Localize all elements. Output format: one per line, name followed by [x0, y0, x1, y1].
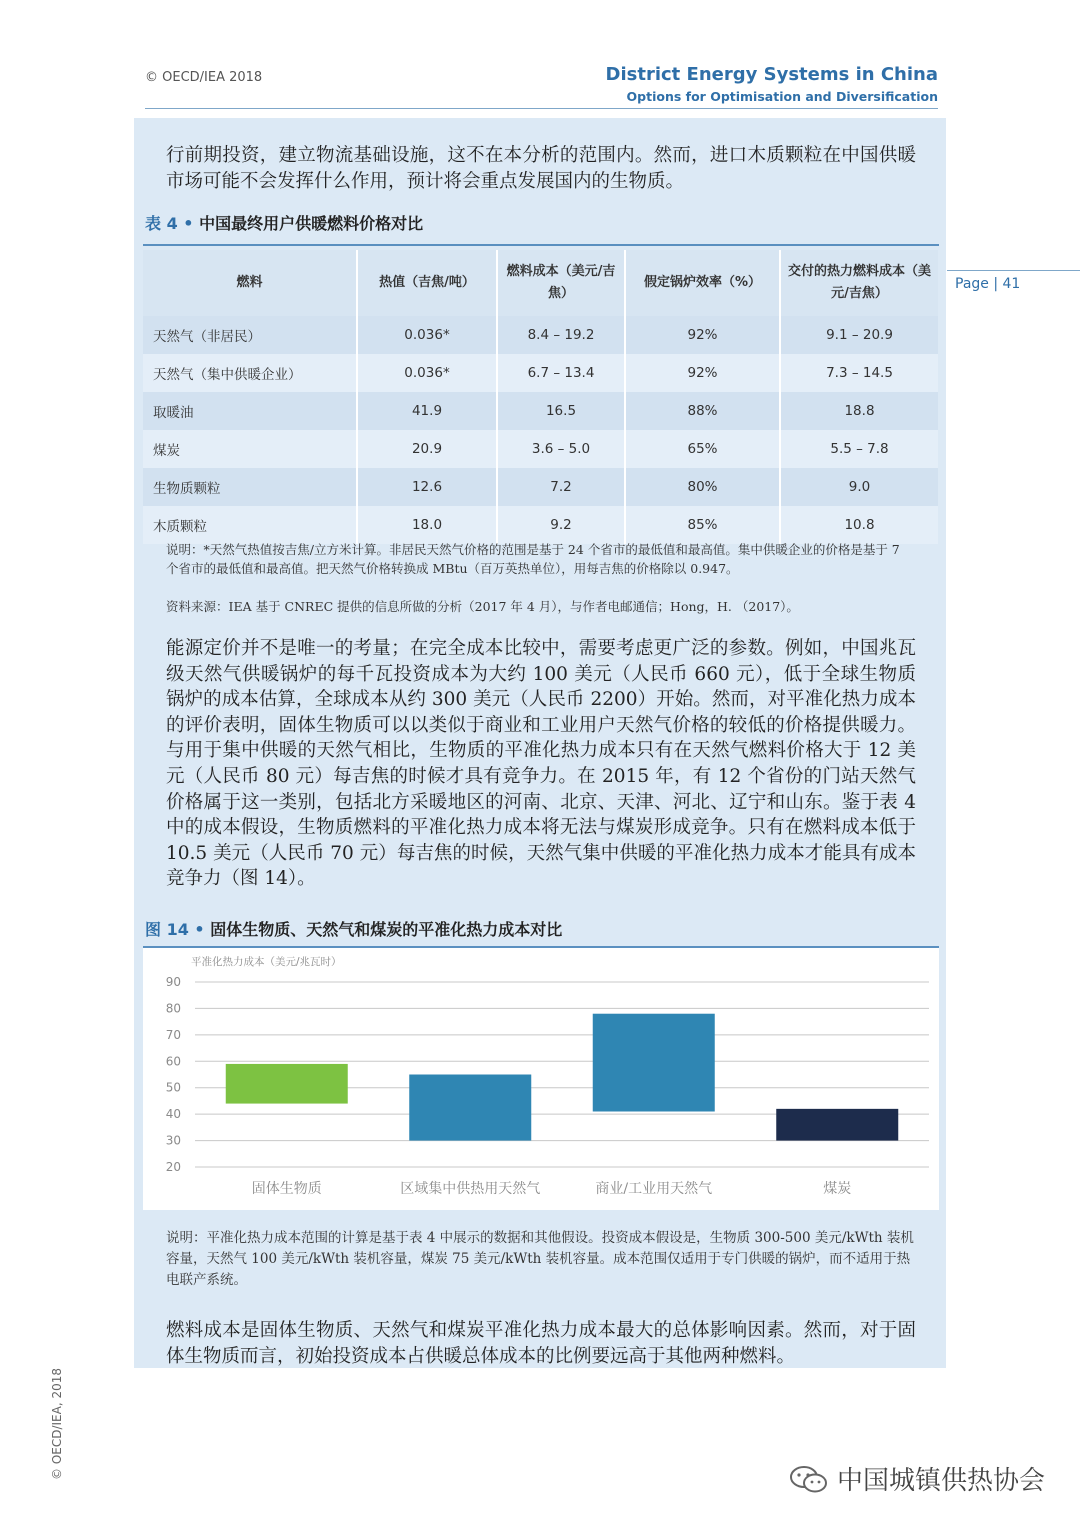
header-cell: 假定锅炉效率（%） — [625, 250, 780, 316]
watermark — [789, 1460, 1045, 1497]
y-tick-label: 80 — [165, 1001, 181, 1016]
figure-caption — [145, 917, 562, 940]
x-category-label: 商业/工业用天然气 — [595, 1181, 713, 1197]
cell: 92% — [625, 316, 780, 354]
paragraph-main: 能源定价并不是唯一的考量；在完全成本比较中，需要考虑更广泛的参数。例如，中国兆瓦级天然气供暖锅炉的每千瓦投资成本为大约 100 美元（人民币 660 元），低于全球生物质锅炉的成本估算，全球成本从约 300 美元（人民币 2200）开始。然而，对平准化热力成本的评价表明，固体生物质可以以类似于商业和工业用户天然气价格的较低的价格提供暖力。与用于集中供暖的天然气相比，生物质的平准化热力成本只有在天然气燃料价格大于 12 美元（人民币 80 元）每吉焦的时候才具有竞争力。在 2015 年，有 12 个省份的门站天然气价格属于这一类别，包括北方采暖地区的河南、北京、天津、河北、辽宁和山东。鉴于表 4 中的成本假设，生物质燃料的平准化热力成本将无法与煤炭形成竞争。只有在燃料成本低于 10.5 美元（人民币 70 元）每吉焦的时候，天然气集中供暖的平准化热力成本才能具有成本竞争力（图 14）。 — [166, 638, 916, 890]
bar-range — [409, 1075, 531, 1141]
table-row — [143, 430, 938, 468]
table-source: 资料来源：IEA 基于 CNREC 提供的信息所做的分析（2017 年 4 月），与作者电邮通信；Hong，H. （2017）。 — [166, 599, 799, 614]
cell: 80% — [625, 468, 780, 506]
cell: 65% — [625, 430, 780, 468]
header-divider — [145, 108, 938, 109]
cell: 20.9 — [357, 430, 497, 468]
side-copyright: © OECD/IEA, 2018 — [50, 1367, 64, 1480]
figure-number: 图 14 • — [145, 920, 205, 939]
y-tick-label: 70 — [165, 1027, 181, 1042]
header-cell: 燃料 — [143, 250, 357, 316]
bar-range — [226, 1064, 348, 1104]
table-row — [143, 316, 938, 354]
cell: 0.036* — [357, 316, 497, 354]
cell-fuel: 天然气（集中供暖企业） — [143, 354, 357, 392]
cell: 5.5 – 7.8 — [780, 430, 938, 468]
cell: 16.5 — [497, 392, 625, 430]
cell: 6.7 – 13.4 — [497, 354, 625, 392]
table-row — [143, 354, 938, 392]
table-row — [143, 468, 938, 506]
cell: 12.6 — [357, 468, 497, 506]
cell: 9.2 — [497, 506, 625, 544]
table-number: 表 4 • — [145, 214, 194, 233]
header-cell: 交付的热力燃料成本（美元/吉焦） — [780, 250, 938, 316]
fuel-price-table — [143, 250, 938, 544]
header-title-block — [606, 64, 938, 104]
y-tick-label: 60 — [165, 1054, 181, 1069]
header-copyright: © OECD/IEA 2018 — [145, 70, 263, 85]
table-caption — [145, 211, 423, 234]
cell: 3.6 – 5.0 — [497, 430, 625, 468]
cell: 8.4 – 19.2 — [497, 316, 625, 354]
page-marker-divider — [947, 270, 1080, 271]
y-tick-label: 30 — [165, 1133, 181, 1148]
table-note: 说明：*天然气热值按吉焦/立方米计算。非居民天然气价格的范围是基于 24 个省市的最低值和最高值。集中供暖企业的价格是基于 7 个省市的最低值和最高值。把天然气价格转换成 MBtu（百万英热单位），用每吉焦的价格除以 0.947。 — [166, 542, 900, 576]
table-row — [143, 392, 938, 430]
y-tick-label: 20 — [165, 1160, 181, 1174]
table-title: 中国最终用户供暖燃料价格对比 — [199, 214, 424, 233]
header-title: District Energy Systems in China — [605, 64, 938, 85]
table-header-row — [143, 250, 938, 316]
cell: 7.3 – 14.5 — [780, 354, 938, 392]
x-category-label: 区域集中供热用天然气 — [400, 1181, 541, 1197]
cell: 88% — [625, 392, 780, 430]
y-tick-label: 90 — [165, 975, 181, 989]
cell: 7.2 — [497, 468, 625, 506]
x-category-label: 固体生物质 — [251, 1181, 322, 1197]
lhc-chart — [143, 948, 939, 1210]
table-divider — [143, 244, 939, 246]
chart-xlabels — [252, 1180, 852, 1197]
bar-range — [776, 1109, 898, 1141]
header-cell: 热值（吉焦/吨） — [357, 250, 497, 316]
chart-bars — [226, 1014, 899, 1141]
figure-note: 说明：平准化热力成本范围的计算是基于表 4 中展示的数据和其他假设。投资成本假设是，生物质 300-500 美元/kWth 装机容量，天然气 100 美元/kWth 装机容量，煤炭 75 美元/kWth 装机容量。成本范围仅适用于专门供暖的锅炉，而不适用于热电联产系统。 — [166, 1230, 914, 1288]
cell: 18.0 — [357, 506, 497, 544]
cell: 10.8 — [780, 506, 938, 544]
cell-fuel: 取暖油 — [143, 392, 357, 430]
header-subtitle: Options for Optimisation and Diversification — [626, 89, 938, 104]
cell: 85% — [625, 506, 780, 544]
wechat-icon — [789, 1464, 829, 1494]
cell: 0.036* — [357, 354, 497, 392]
watermark-text: 中国城镇供热协会 — [836, 1466, 1045, 1496]
bar-range — [593, 1014, 715, 1112]
cell-fuel: 煤炭 — [143, 430, 357, 468]
page-number: Page | 41 — [955, 276, 1021, 292]
table-row — [143, 506, 938, 544]
y-tick-label: 50 — [165, 1080, 181, 1095]
cell-fuel: 天然气（非居民） — [143, 316, 357, 354]
cell-fuel: 木质颗粒 — [143, 506, 357, 544]
y-tick-label: 40 — [165, 1107, 181, 1122]
chart-ylabel: 平准化热力成本（美元/兆瓦时） — [191, 956, 342, 968]
paragraph-closing: 燃料成本是固体生物质、天然气和煤炭平准化热力成本最大的总体影响因素。然而，对于固体生物质而言，初始投资成本占供暖总体成本的比例要远高于其他两种燃料。 — [166, 1320, 916, 1367]
paragraph-intro: 行前期投资，建立物流基础设施，这不在本分析的范围内。然而，进口木质颗粒在中国供暖市场可能不会发挥什么作用，预计将会重点发展国内的生物质。 — [166, 145, 916, 192]
cell: 18.8 — [780, 392, 938, 430]
x-category-label: 煤炭 — [823, 1181, 852, 1197]
cell-fuel: 生物质颗粒 — [143, 468, 357, 506]
figure-title: 固体生物质、天然气和煤炭的平准化热力成本对比 — [210, 920, 563, 939]
header-cell: 燃料成本（美元/吉焦） — [497, 250, 625, 316]
cell: 9.0 — [780, 468, 938, 506]
cell: 92% — [625, 354, 780, 392]
cell: 9.1 – 20.9 — [780, 316, 938, 354]
cell: 41.9 — [357, 392, 497, 430]
